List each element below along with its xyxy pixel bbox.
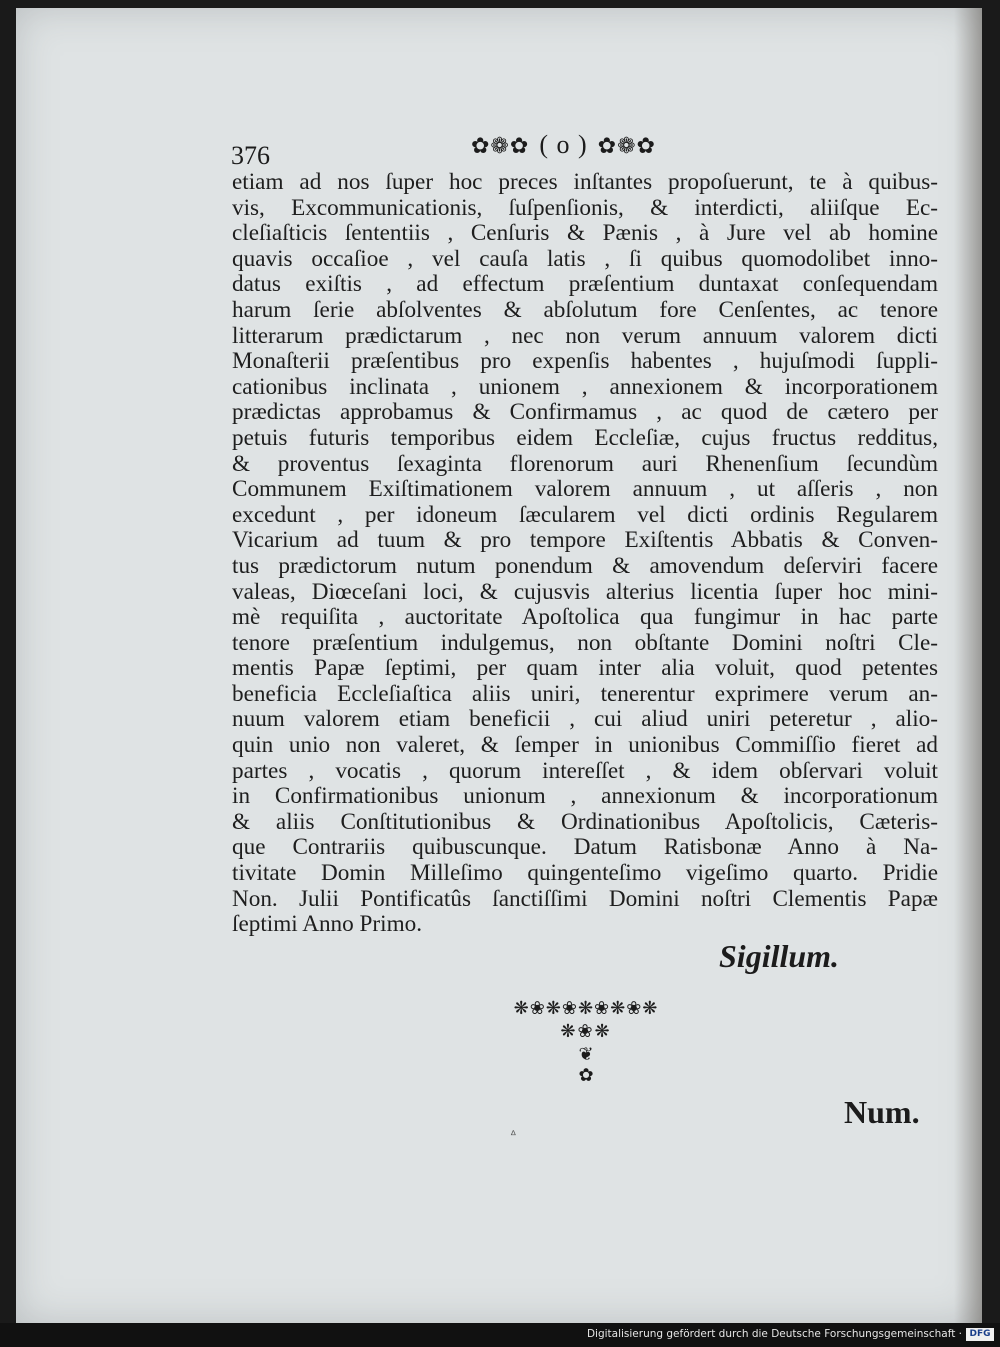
text-line: Non. Julii Pontificatûs ſanctiſſimi Domini noſtri Clementis Papæ (232, 885, 938, 912)
ornament-left-icon: ✿❁✿ (471, 134, 530, 159)
text-line: mè requiſita , auctoritate Apoſtolica qua fungimur in hac parte (232, 604, 938, 631)
text-line: Vicarium ad tuum & pro tempore Exiſtentis Abbatis & Conven- (232, 527, 938, 554)
text-line: vis, Excommunicationis, ſuſpenſionis, & interdicti, aliiſque Ec- (232, 194, 938, 221)
text-line: nuum valorem etiam beneficii , cui aliud uniri peteretur , alio- (232, 706, 938, 733)
text-line: ſeptimi Anno Primo. (232, 911, 423, 938)
header-ornament (471, 130, 656, 160)
text-line: & aliis Conſtitutionibus & Ordinationibus Apoſtolicis, Cæteris- (232, 808, 938, 835)
text-line: cleſiaſticis ſententiis , Cenſuris & Pænis , à Jure vel ab homine (232, 220, 938, 247)
text-line: tus prædictorum nutum ponendum & amovendum deſerviri facere (232, 552, 938, 579)
fleuron-row: ❦ (578, 1044, 594, 1065)
ornament-right-icon: ✿❁✿ (597, 134, 656, 159)
dfg-logo-icon: DFG (966, 1328, 994, 1341)
text-line: tenore præſentium indulgemus, non obſtante Domini noſtri Cle- (232, 629, 938, 656)
fleuron-row: ❋❀❋❀❋❀❋❀❋ (513, 998, 659, 1019)
signature-sigillum: Sigillum. (719, 938, 840, 974)
funding-credit: Digitalisierung gefördert durch die Deutsche Forschungsgemeinschaft · (586, 1328, 962, 1340)
text-line: prædictas approbamus & Confirmamus , ac quod de cætero per (232, 399, 938, 426)
text-line: valeas, Diœceſani loci, & cujusvis alterius licentia ſuper hoc mini- (232, 578, 938, 605)
text-line: etiam ad nos ſuper hoc preces inſtantes propoſuerunt, te à quibus- (232, 169, 938, 195)
fleuron-row: ✿ (578, 1065, 594, 1086)
text-line: & proventus ſexaginta florenorum auri Rhenenſium ſecundùm (232, 450, 938, 477)
footer-bar (0, 1323, 1000, 1347)
fleuron-ornament-icon (486, 998, 686, 1086)
text-line: quavis occaſioe , vel cauſa latis , ſi quibus quomodolibet inno- (232, 245, 938, 272)
text-line: excedunt , per idoneum ſæcularem vel dicti ordinis Regularem (232, 501, 938, 528)
text-line: litterarum prædictarum , nec non verum annuum valorem dicti (232, 322, 938, 349)
text-line: harum ſerie abſolventes & abſolutum fore Cenſentes, ac tenore (232, 296, 938, 323)
page-number: 376 (231, 141, 270, 170)
text-line: que Contrariis quibuscunque. Datum Ratisbonæ Anno à Na- (232, 834, 938, 861)
body-text (232, 170, 938, 938)
text-line: Monaſterii præſentibus pro expenſis habentes , hujuſmodi ſuppli- (232, 348, 938, 375)
text-line: petuis futuris temporibus eidem Eccleſiæ, cujus fructus redditus, (232, 424, 938, 451)
text-line: tivitate Domin Milleſimo quingenteſimo vigeſimo quarto. Pridie (232, 860, 938, 887)
ink-speck: ᐞ (510, 1128, 517, 1142)
text-line: in Confirmationibus unionum , annexionum & incorporationum (232, 783, 938, 810)
text-line: quin unio non valeret, & ſemper in unionibus Commiſſio fieret ad (232, 732, 938, 759)
fleuron-row: ❋❀❋ (560, 1021, 612, 1042)
book-page (16, 8, 982, 1323)
text-line: cationibus inclinata , unionem , annexionem & incorporationem (232, 373, 938, 400)
text-line: Communem Exiſtimationem valorem annuum , ut aſſeris , non (232, 476, 938, 503)
text-line: mentis Papæ ſeptimi, per quam inter alia voluit, quod petentes (232, 655, 938, 682)
text-line: beneficia Eccleſiaſtica aliis uniri, tenerentur exprimere verum an- (232, 680, 938, 707)
ornament-center: ( o ) (539, 130, 588, 159)
text-line: datus exiſtis , ad effectum præſentium duntaxat conſequendam (232, 271, 938, 298)
text-line: partes , vocatis , quorum intereſſet , & idem obſervari voluit (232, 757, 938, 784)
catchword: Num. (844, 1094, 920, 1130)
page-gutter-shadow (954, 8, 982, 1323)
